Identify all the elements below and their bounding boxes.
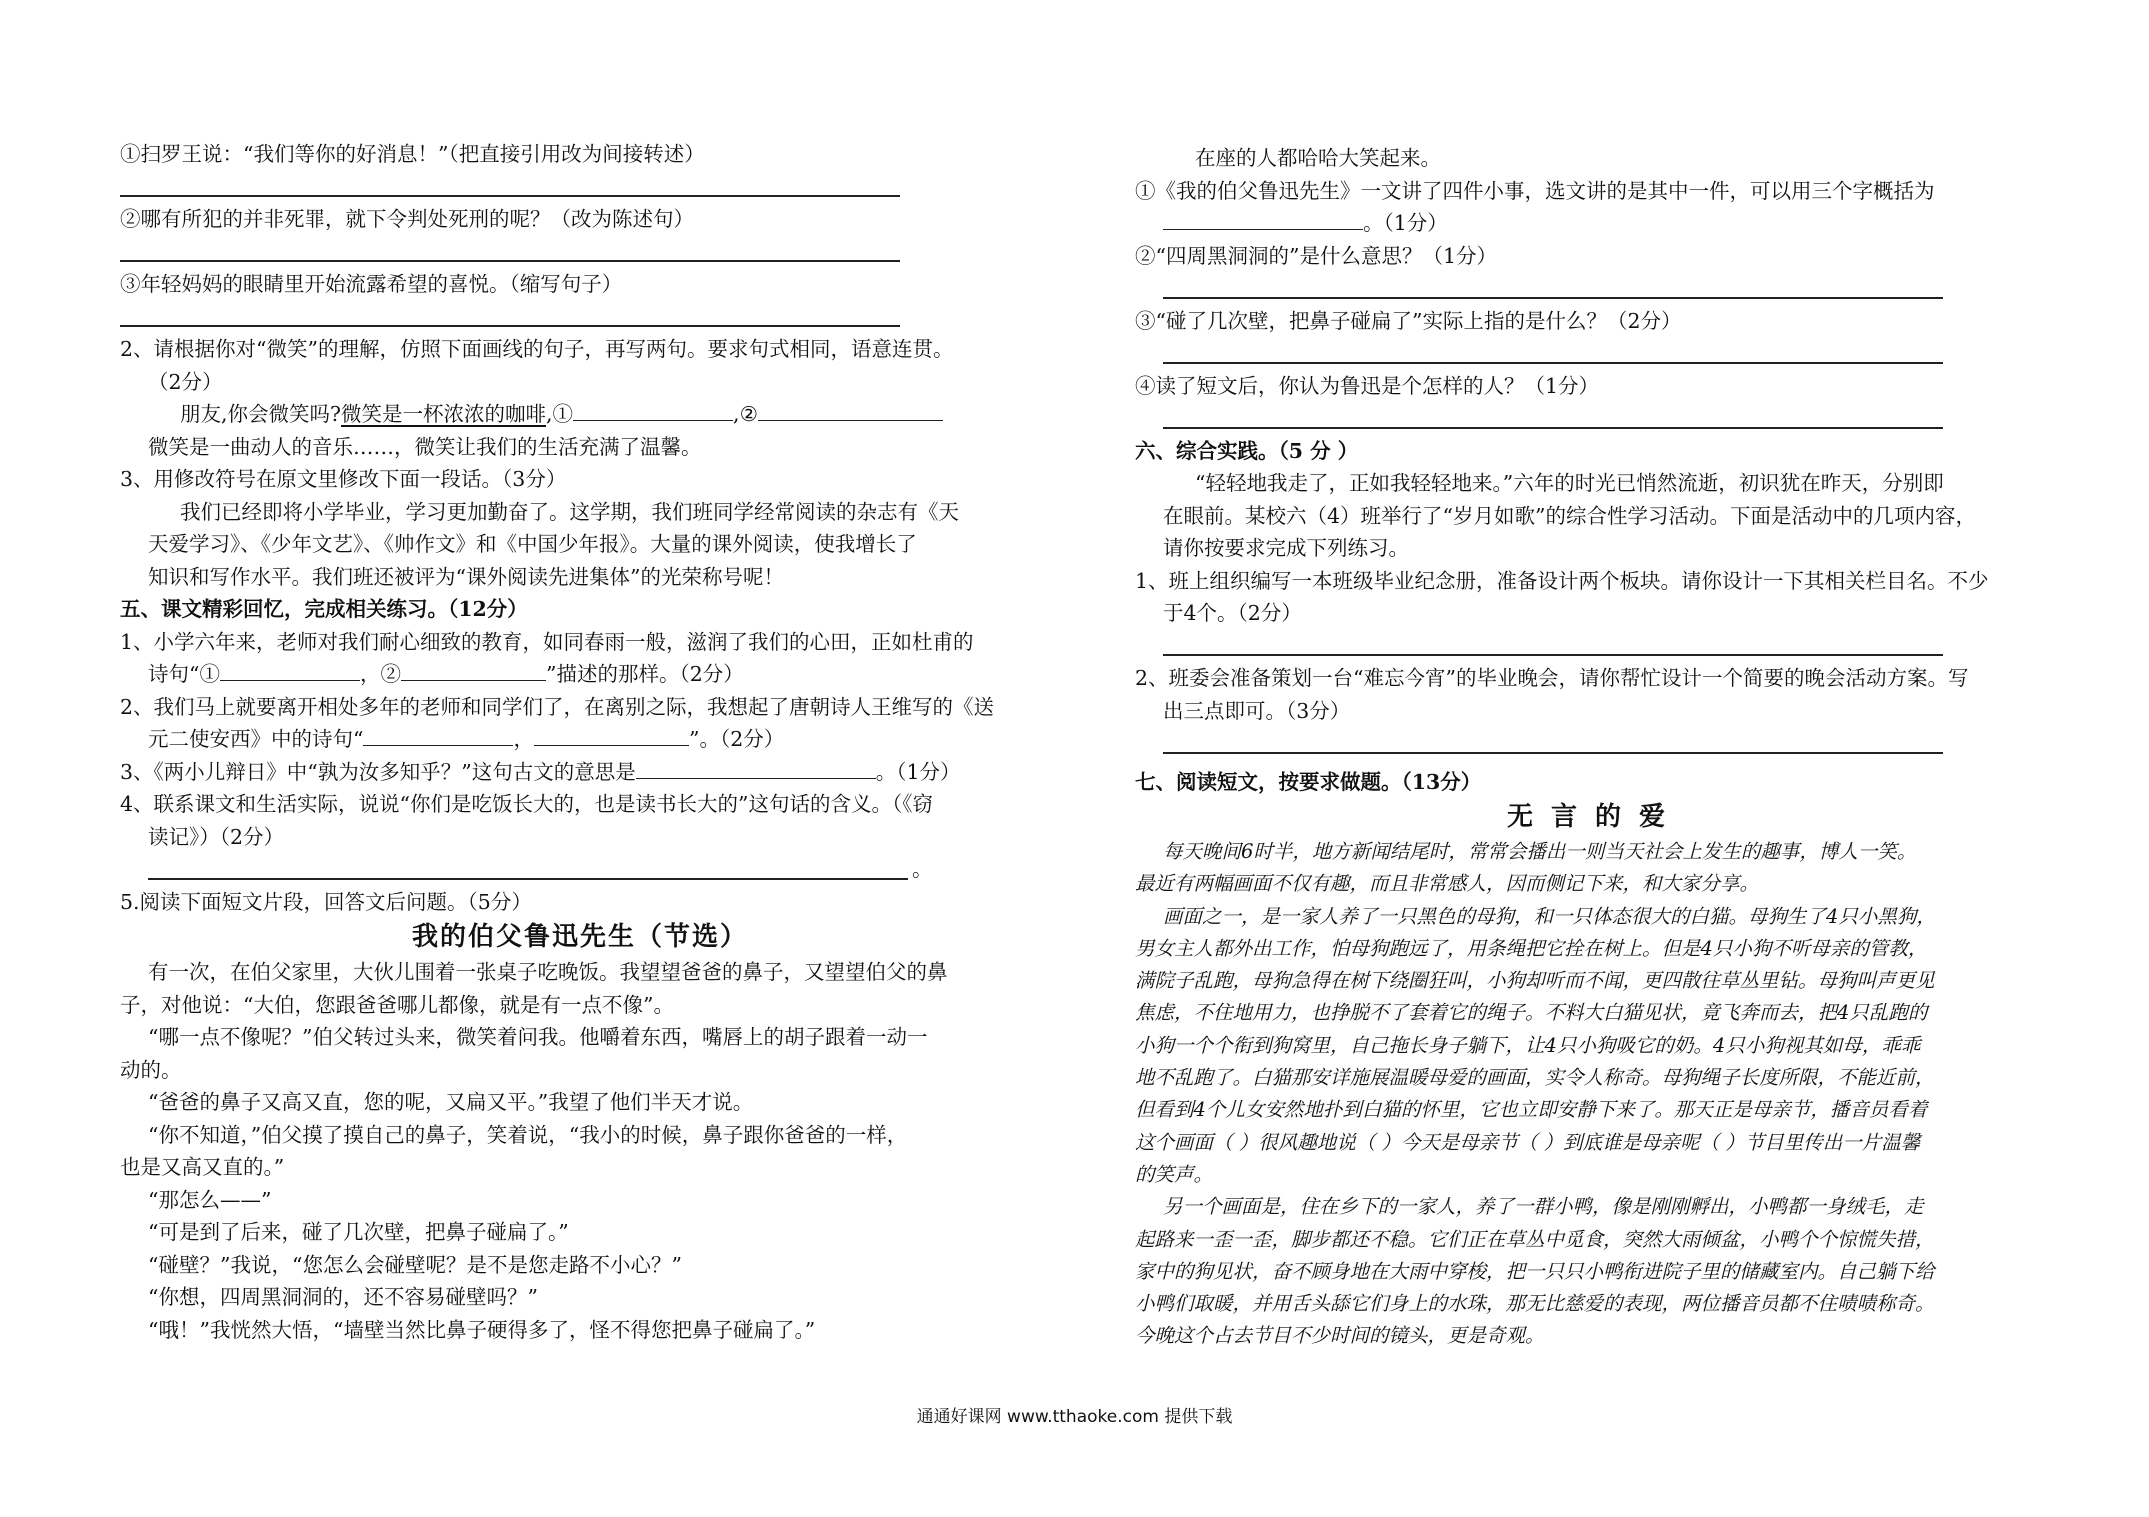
story-paragraph: “哦！”我恍然大悟，“墙壁当然比鼻子硬得多了，怪不得您把鼻子碰扁了。”: [148, 1317, 816, 1342]
story2-paragraph: 每天晚间6时半，地方新闻结尾时，常常会播出一则当天社会上发生的趣事，博人一笑。: [1163, 840, 1917, 863]
story-body: [120, 956, 1040, 1346]
s6-question-2: 2、班委会准备策划一台“难忘今宵”的毕业晚会，请你帮忙设计一个简要的晚会活动方案。写: [1135, 666, 1969, 690]
blank-marker-1: ,①: [546, 402, 574, 426]
story-paragraph: 子，对他说：“大伯，您跟爸爸哪儿都像，就是有一点不像”。: [120, 992, 674, 1017]
section-6-title: 六、综合实践。（5 分 ）: [1135, 438, 1359, 463]
fill-blank-1[interactable]: [363, 725, 513, 746]
s6-question-1-cont: 于4个。（2分）: [1163, 601, 1302, 625]
reading-question-1: ①《我的伯父鲁迅先生》一文讲了四件小事，选文讲的是其中一件，可以用三个字概括为: [1135, 178, 1935, 203]
story2-paragraph: 满院子乱跑，母狗急得在树下绕圈狂叫，小狗却听而不闻，更四散往草丛里钻。母狗叫声更见: [1135, 969, 1935, 993]
s5-question-3: [120, 756, 1040, 789]
underlined-example: 微笑是一杯浓浓的咖啡: [341, 402, 547, 426]
story2-paragraph: 另一个画面是，住在乡下的一家人，养了一群小鸭，像是刚刚孵出，小鸭都一身绒毛，走: [1163, 1195, 1924, 1219]
story2-paragraph: 的笑声。: [1135, 1162, 1214, 1186]
section-6-intro: 请你按要求完成下列练习。: [1163, 536, 1409, 560]
s5-question-4: 4、联系课文和生活实际，说说“你们是吃饭长大的，也是读书长大的”这句话的含义。（《窃: [120, 792, 934, 816]
question-3-text: 天爱学习》、《少年文艺》、《帅作文》和《中国少年报》。大量的课外阅读，使我增长了: [148, 532, 917, 556]
story-paragraph: “你想，四周黑洞洞的，还不容易碰壁吗？”: [148, 1285, 538, 1309]
section-6-intro: 在眼前。某校六（4）班举行了“岁月如歌”的综合性学习活动。下面是活动中的几项内容，: [1163, 503, 1977, 528]
answer-line[interactable]: [1135, 337, 2055, 370]
s5-question-2-blanks: [120, 723, 1040, 756]
story-paragraph: “那怎么——”: [148, 1187, 272, 1212]
prompt-text: 3、《两小儿辩日》中“孰为汝多知乎？”这句古文的意思是: [120, 759, 636, 784]
question-2-score: （2分）: [148, 369, 223, 394]
page-footer: 通通好课网 www.tthaoke.com 提供下载: [916, 1407, 1233, 1427]
question-2: 2、请根据你对“微笑”的理解，仿照下面画线的句子，再写两句。要求句式相同，语意连贯。: [120, 337, 954, 361]
right-column: [1135, 142, 2055, 1353]
story2-title: 无言的爱: [1506, 802, 1683, 832]
fill-blank-1[interactable]: [573, 400, 733, 421]
story2-paragraph: 家中的狗见状，奋不顾身地在大雨中穿梭，把一只只小鸭衔进院子里的储藏室内。自己躺下给: [1135, 1259, 1935, 1283]
reading-question-1-blank: [1135, 207, 2055, 240]
period-mark: 。: [912, 857, 933, 881]
fill-blank-2[interactable]: [534, 725, 689, 746]
answer-line-row: [120, 853, 1040, 886]
story2-paragraph: 焦虑，不住地用力，也挣脱不了套着它的绳子。不料大白猫见状，竟飞奔而去，把4只乱跑的: [1135, 1001, 1928, 1025]
story-paragraph: “你不知道，”伯父摸了摸自己的鼻子，笑着说，“我小的时候，鼻子跟你爸爸的一样，: [148, 1122, 908, 1147]
story-paragraph: “爸爸的鼻子又高又直，您的呢，又扁又平。”我望了他们半天才说。: [148, 1090, 754, 1114]
story2-paragraph: 男女主人都外出工作，怕母狗跑远了，用条绳把它拴在树上。但是4只小狗不听母亲的管教，: [1135, 936, 1928, 960]
prompt-text: 。（1分）: [875, 759, 961, 784]
story2-paragraph: 地不乱跑了。白猫那安详施展温暖母爱的画面，实令人称奇。母狗绳子长度所限，不能近前，: [1135, 1066, 1935, 1090]
story-paragraph: “碰壁？”我说，“您怎么会碰壁呢？是不是您走路不小心？”: [148, 1252, 682, 1277]
question-3-text: 知识和写作水平。我们班还被评为“课外阅读先进集体”的光荣称号呢！: [148, 564, 784, 589]
s5-question-5: 5.阅读下面短文片段，回答文后问题。（5分）: [120, 889, 532, 914]
question-3: 3、用修改符号在原文里修改下面一段话。（3分）: [120, 467, 567, 491]
prompt-text: 诗句“①: [148, 662, 220, 686]
story-title: 我的伯父鲁迅先生（节选）: [411, 922, 748, 952]
answer-line[interactable]: [1135, 272, 2055, 305]
fill-blank-1[interactable]: [220, 660, 360, 681]
story2-paragraph: 小鸭们取暖，并用舌头舔它们身上的水珠，那无比慈爱的表现，两位播音员都不住啧啧称奇。: [1135, 1292, 1935, 1316]
s6-question-2-cont: 出三点即可。（3分）: [1163, 698, 1351, 723]
s5-question-4-cont: 读记》）（2分）: [148, 824, 285, 849]
s5-question-1-blanks: [120, 658, 1040, 691]
left-column: [120, 138, 1040, 1346]
s6-question-1: 1、班上组织编写一本班级毕业纪念册，准备设计两个板块。请你设计一下其相关栏目名。不少: [1135, 568, 1989, 593]
question-sentence-a: ①扫罗王说：“我们等你的好消息！”（把直接引用改为间接转述）: [120, 142, 705, 166]
prompt-text: 。（1分）: [1363, 211, 1448, 235]
story2-paragraph: 画面之一，是一家人养了一只黑色的母狗，和一只体态很大的白猫。母狗生了4只小黑狗，: [1163, 904, 1936, 928]
prompt-text: ”。（2分）: [688, 727, 785, 751]
fill-blank[interactable]: [1163, 209, 1363, 230]
fill-blank-2[interactable]: [758, 400, 943, 421]
answer-line[interactable]: [120, 236, 1040, 269]
question-sentence-c: ③年轻妈妈的眼睛里开始流露希望的喜悦。（缩写句子）: [120, 272, 623, 296]
question-3-text: 我们已经即将小学毕业，学习更加勤奋了。这学期，我们班同学经常阅读的杂志有《天: [180, 499, 959, 524]
section-6-intro: “轻轻地我走了，正如我轻轻地来。”六年的时光已悄然流逝，初识犹在昨天，分别即: [1195, 471, 1944, 495]
answer-line[interactable]: [148, 878, 908, 880]
answer-line[interactable]: [1135, 727, 2055, 760]
story2-paragraph: 起路来一歪一歪，脚步都还不稳。它们正在草丛中觅食，突然大雨倾盆，小鸭个个惊慌失措，: [1135, 1227, 1935, 1251]
story2-paragraph: 今晚这个占去节目不少时间的镜头，更是奇观。: [1135, 1324, 1545, 1348]
question-sentence-b: ②哪有所犯的并非死罪，就下令判处死刑的呢？（改为陈述句）: [120, 207, 694, 231]
story2-paragraph: 小狗一个个衔到狗窝里，自己拖长身子躺下，让4只小狗吸它的奶。4只小狗视其如母，乖乖: [1135, 1033, 1921, 1057]
answer-line[interactable]: [120, 171, 1040, 204]
story-paragraph: “哪一点不像呢？”伯父转过头来，微笑着问我。他嚼着东西，嘴唇上的胡子跟着一动一: [148, 1025, 928, 1049]
blank-marker-2: ,②: [733, 402, 758, 426]
example-text: 朋友,你会微笑吗?: [180, 402, 342, 426]
question-2-example: [120, 398, 1040, 431]
section-5-title: 五、课文精彩回忆，完成相关练习。（12分）: [120, 597, 528, 621]
story2-paragraph: 最近有两幅画面不仅有趣，而且非常感人，因而侧记下来，和大家分享。: [1135, 872, 1760, 896]
reading-question-2: ②“四周黑洞洞的”是什么意思？（1分）: [1135, 243, 1498, 268]
story2-body: [1135, 836, 2055, 1353]
s5-question-2: 2、我们马上就要离开相处多年的老师和同学们了，在离别之际，我想起了唐朝诗人王维写的《送: [120, 694, 995, 719]
answer-line[interactable]: [120, 301, 1040, 334]
reading-question-3: ③“碰了几次壁，把鼻子碰扁了”实际上指的是什么？（2分）: [1135, 308, 1682, 333]
story-paragraph: 动的。: [120, 1057, 182, 1082]
story2-paragraph: 这个画面（ ）很风趣地说（ ）今天是母亲节（ ）到底谁是母亲呢（ ）节目里传出一片温馨: [1135, 1130, 1921, 1154]
section-7-title: 七、阅读短文，按要求做题。（13分）: [1135, 769, 1482, 794]
prompt-text: ”描述的那样。（2分）: [545, 662, 744, 686]
prompt-text: ，②: [359, 662, 401, 686]
answer-line[interactable]: [1135, 630, 2055, 663]
story-paragraph: 有一次，在伯父家里，大伙儿围着一张桌子吃晚饭。我望望爸爸的鼻子，又望望伯父的鼻: [148, 960, 948, 984]
s5-question-1: 1、小学六年来，老师对我们耐心细致的教育，如同春雨一般，滋润了我们的心田，正如杜甫的: [120, 629, 974, 654]
fill-blank-2[interactable]: [401, 660, 546, 681]
answer-line[interactable]: [1135, 402, 2055, 435]
question-2-example-cont: 微笑是一曲动人的音乐……，微笑让我们的生活充满了温馨。: [148, 434, 702, 459]
story2-paragraph: 但看到4个儿女安然地扑到白猫的怀里，它也立即安静下来了。那天正是母亲节，播音员看着: [1135, 1098, 1928, 1122]
story-ending: 在座的人都哈哈大笑起来。: [1195, 146, 1441, 170]
prompt-text: ，: [513, 727, 534, 751]
story-paragraph: 也是又高又直的。”: [120, 1155, 285, 1179]
prompt-text: 元二使安西》中的诗句“: [148, 727, 364, 751]
reading-question-4: ④读了短文后，你认为鲁迅是个怎样的人？（1分）: [1135, 373, 1600, 398]
story-paragraph: “可是到了后来，碰了几次壁，把鼻子碰扁了。”: [148, 1220, 569, 1244]
fill-blank[interactable]: [636, 758, 876, 779]
